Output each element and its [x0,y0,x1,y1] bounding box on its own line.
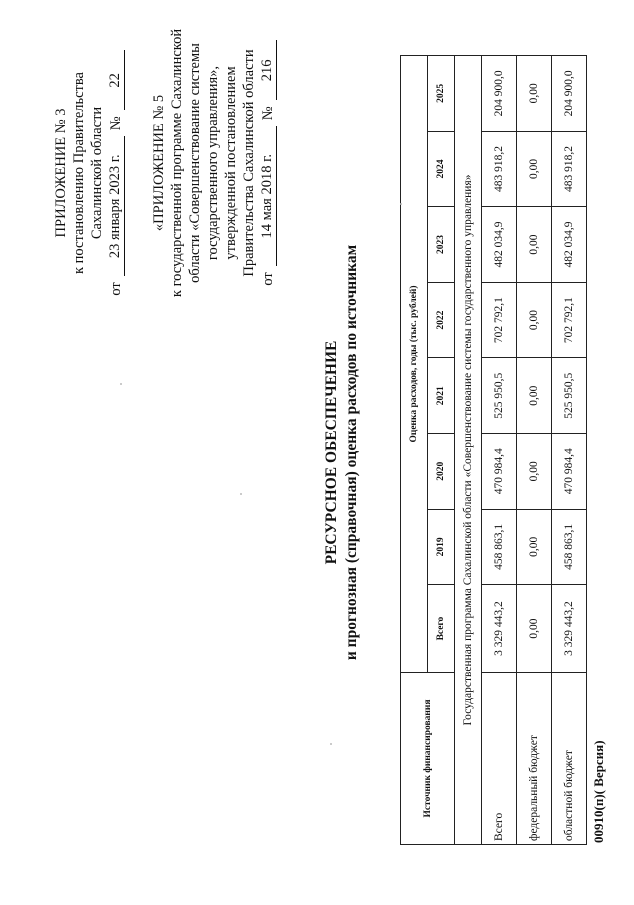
appendix-5-line: к государственной программе Сахалинской [169,28,185,298]
appendix-3-line1: к постановлению Правительства [71,72,87,274]
appendix-5-from-label: от [260,272,276,286]
source-header: Источник финансирования [401,673,455,845]
col-header: Всего [428,585,455,673]
appendix-5-date: 14 мая 2018 г. [258,126,277,266]
appendix-3-date: 23 января 2023 г. [106,136,125,276]
cell-value: 458 863,1 [552,509,587,585]
appendix-3-title: ПРИЛОЖЕНИЕ № 3 [53,108,69,238]
cell-value: 0,00 [517,207,552,283]
col-header: 2024 [428,131,455,207]
cell-value: 204 900,0 [552,56,587,132]
cell-value: 0,00 [517,131,552,207]
cell-value: 0,00 [517,56,552,132]
cell-value: 525 950,5 [482,358,517,434]
document-title-line2: и прогнозная (справочная) оценка расходов по источникам [343,244,360,661]
cell-value: 3 329 443,2 [482,585,517,673]
appendix-3-line2: Сахалинской области [89,106,105,240]
col-header: 2023 [428,207,455,283]
group-header: Оценка расходов, годы (тыс. рублей) [401,56,428,673]
scan-speck [330,743,332,745]
appendix-5-line: государственного управления», [205,65,221,261]
cell-value: 483 918,2 [552,131,587,207]
row-label: областной бюджет [552,673,587,845]
row-label: Всего [482,673,517,845]
cell-value: 483 918,2 [482,131,517,207]
col-header: 2021 [428,358,455,434]
table-row [517,56,552,845]
appendix-5-number: 216 [258,40,277,100]
cell-value: 458 863,1 [482,509,517,585]
cell-value: 0,00 [517,509,552,585]
cell-value: 0,00 [517,282,552,358]
cell-value: 482 034,9 [552,207,587,283]
cell-value: 0,00 [517,358,552,434]
program-name: Государственная программа Сахалинской области «Совершенствование системы государственного управления» [455,56,482,845]
cell-value: 3 329 443,2 [552,585,587,673]
appendix-3-num-sign: № [108,116,124,131]
appendix-3-number: 22 [106,50,125,110]
program-row [455,56,482,845]
appendix-5-line: утвержденной постановлением [223,66,239,260]
appendix-5-date-row [258,3,277,323]
row-label: федеральный бюджет [517,673,552,845]
cell-value: 470 984,4 [482,433,517,509]
appendix-5-num-sign: № [260,106,276,121]
col-header: 2025 [428,56,455,132]
cell-value: 525 950,5 [552,358,587,434]
appendix-5-title: «ПРИЛОЖЕНИЕ № 5 [151,94,167,232]
col-header: 2022 [428,282,455,358]
cell-value: 482 034,9 [482,207,517,283]
appendix-3-date-row [106,23,125,323]
appendix-3-from-label: от [108,282,124,296]
scan-speck [120,383,122,385]
resource-table [400,55,587,845]
cell-value: 0,00 [517,433,552,509]
footer-code: 00910(п)( Версия) [591,740,606,843]
cell-value: 204 900,0 [482,56,517,132]
col-header: 2020 [428,433,455,509]
cell-value: 702 792,1 [552,282,587,358]
table-row [552,56,587,845]
cell-value: 0,00 [517,585,552,673]
document-title-line1: РЕСУРСНОЕ ОБЕСПЕЧЕНИЕ [323,340,340,565]
appendix-5-line: Правительства Сахалинской области [241,49,257,277]
appendix-3-block [52,23,125,323]
appendix-5-block [150,3,277,323]
document-title [322,0,362,905]
table-row [482,56,517,845]
resource-table-wrap [400,55,587,845]
scan-speck [240,493,242,495]
appendix-5-line: области «Совершенствование системы [187,43,203,283]
cell-value: 702 792,1 [482,282,517,358]
cell-value: 470 984,4 [552,433,587,509]
scan-speck [400,203,402,205]
table-header-row [401,56,428,845]
col-header: 2019 [428,509,455,585]
